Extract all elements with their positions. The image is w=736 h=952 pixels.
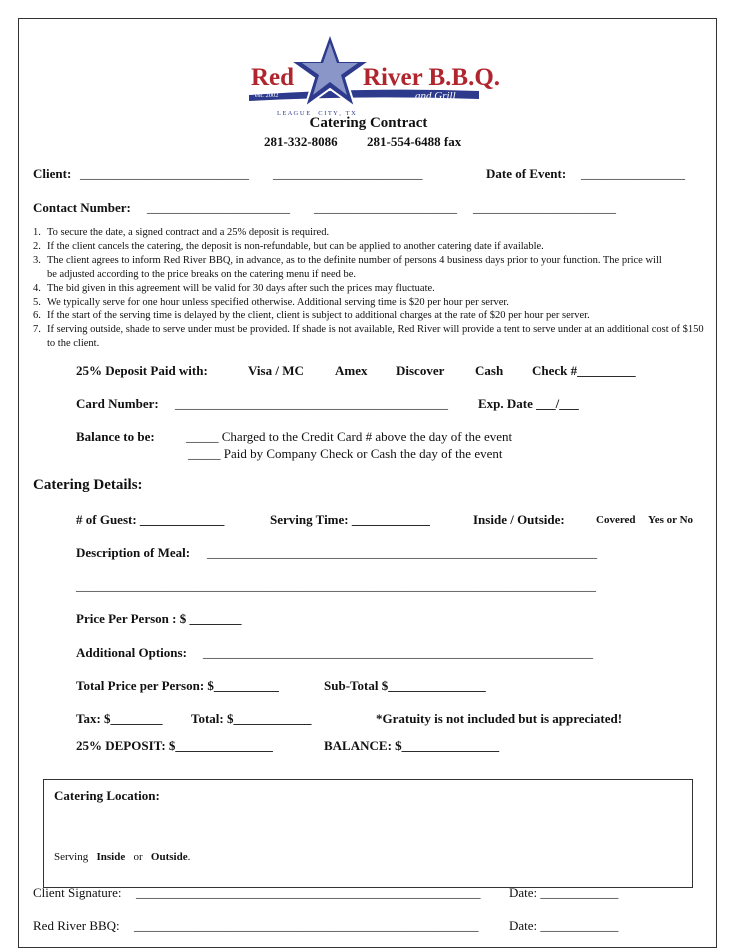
balance-label: Balance to be: — [76, 429, 155, 444]
price-per-person-field[interactable]: Price Per Person : $ ________ — [76, 611, 242, 626]
term-item: 3. The client agrees to inform Red River BBQ, in advance, as to the definite number of persons 4 business days prior to your function. The price will be adjusted according to the price breaks on the catering menu if need be. — [33, 254, 662, 280]
client-signature-label: Client Signature: — [33, 885, 122, 900]
meal-description-label: Description of Meal: — [76, 545, 191, 560]
catering-details-heading: Catering Details: — [33, 477, 143, 493]
logo-subtitle: and Grill — [415, 90, 456, 102]
catering-location-label: Catering Location: — [54, 788, 160, 803]
catering-location-box[interactable] — [43, 779, 693, 888]
client-field-1[interactable]: __________________________ — [80, 166, 249, 181]
card-number-label: Card Number: — [76, 396, 159, 411]
term-item: 1. To secure the date, a signed contract and a 25% deposit is required. — [33, 227, 330, 238]
discover-option[interactable]: Discover — [396, 363, 445, 378]
inside-outside-label: Inside / Outside: — [473, 512, 565, 527]
term-item: 6. If the start of the serving time is delayed by the client, client is subject to additional charges at the rate of $20 per hour per server. — [33, 310, 590, 322]
logo-word-right: River B.B.Q. — [363, 64, 501, 91]
term-item: 7. If serving outside, shade to serve under must be provided. If shade is not available, Red River will provide a tent to serve under at an additional cost of $150 to the client. — [33, 324, 704, 350]
red-river-signature-field[interactable]: _____________________________________________________ — [134, 918, 479, 933]
card-number-field[interactable]: __________________________________________ — [175, 396, 448, 411]
serving-location-line: Serving Inside or Outside. — [54, 851, 191, 863]
total-field[interactable]: Total: $____________ — [191, 711, 312, 726]
guest-count-field[interactable]: # of Guest: _____________ — [76, 512, 225, 527]
client-signature-date-field[interactable]: Date: ____________ — [509, 885, 619, 900]
terms-list — [33, 226, 708, 351]
contact-field-3[interactable]: ______________________ — [473, 200, 616, 215]
additional-options-field[interactable]: ____________________________________________________________ — [203, 645, 593, 660]
tax-field[interactable]: Tax: $________ — [76, 711, 163, 726]
contact-field-2[interactable]: ______________________ — [314, 200, 457, 215]
logo-location: L E A G U E C I T Y , T X — [277, 110, 356, 117]
visa-mc-option[interactable]: Visa / MC — [248, 363, 304, 378]
outside-option[interactable]: Outside — [150, 851, 188, 863]
contract-page — [18, 18, 717, 948]
deposit-amount-field[interactable]: 25% DEPOSIT: $_______________ — [76, 738, 273, 753]
red-river-signature-label: Red River BBQ: — [33, 918, 120, 933]
sub-total-field[interactable]: Sub-Total $_______________ — [324, 678, 486, 693]
red-river-signature-date-field[interactable]: Date: ____________ — [509, 918, 619, 933]
contact-number-label: Contact Number: — [33, 200, 131, 215]
term-item: 4. The bid given in this agreement will be valid for 30 days after such the prices may fluctuate. — [33, 282, 435, 294]
check-number-field[interactable]: Check #_________ — [532, 363, 636, 378]
additional-options-label: Additional Options: — [76, 645, 187, 660]
date-of-event-label: Date of Event: — [486, 166, 567, 181]
balance-amount-field[interactable]: BALANCE: $_______________ — [324, 738, 500, 753]
balance-option-credit-card[interactable]: _____ Charged to the Credit Card # above the day of the event — [186, 429, 513, 444]
contact-field-1[interactable]: ______________________ — [147, 200, 290, 215]
meal-description-field-1[interactable]: ____________________________________________________________ — [207, 545, 597, 560]
client-field-2[interactable]: _______________________ — [273, 166, 423, 181]
term-item: 2. If the client cancels the catering, the deposit is non-refundable, but can be applied to another catering date if available. — [33, 240, 544, 252]
term-item: 5. We typically serve for one hour unless specified otherwise. Additional serving time is $20 per hour per server. — [33, 296, 509, 308]
cash-option[interactable]: Cash — [475, 363, 504, 378]
page-title: Catering Contract — [309, 115, 428, 131]
logo-graphic — [247, 31, 501, 119]
client-signature-field[interactable]: _____________________________________________________ — [136, 885, 481, 900]
covered-label: Covered — [596, 514, 636, 526]
logo-word-left: Red — [251, 64, 295, 91]
red-river-logo — [247, 31, 501, 119]
yes-no-option[interactable]: Yes or No — [648, 514, 694, 526]
serving-time-field[interactable]: Serving Time: ____________ — [270, 512, 430, 527]
fax-number: 281-554-6488 fax — [367, 134, 462, 149]
client-label: Client: — [33, 166, 72, 181]
inside-option[interactable]: Inside — [96, 851, 126, 863]
gratuity-note: *Gratuity is not included but is appreciated! — [376, 711, 623, 726]
total-price-per-person-field[interactable]: Total Price per Person: $__________ — [76, 678, 279, 693]
exp-date-field[interactable]: Exp. Date ___/___ — [478, 396, 579, 411]
phone-number: 281-332-8086 — [264, 134, 338, 149]
amex-option[interactable]: Amex — [335, 363, 368, 378]
date-of-event-field[interactable]: ________________ — [581, 166, 685, 181]
meal-description-field-2[interactable]: ________________________________________________________________________________ — [76, 578, 596, 593]
deposit-label: 25% Deposit Paid with: — [76, 363, 208, 378]
logo-est: est. 2002 — [255, 92, 279, 99]
balance-option-check-cash[interactable]: _____ Paid by Company Check or Cash the day of the event — [188, 446, 503, 461]
